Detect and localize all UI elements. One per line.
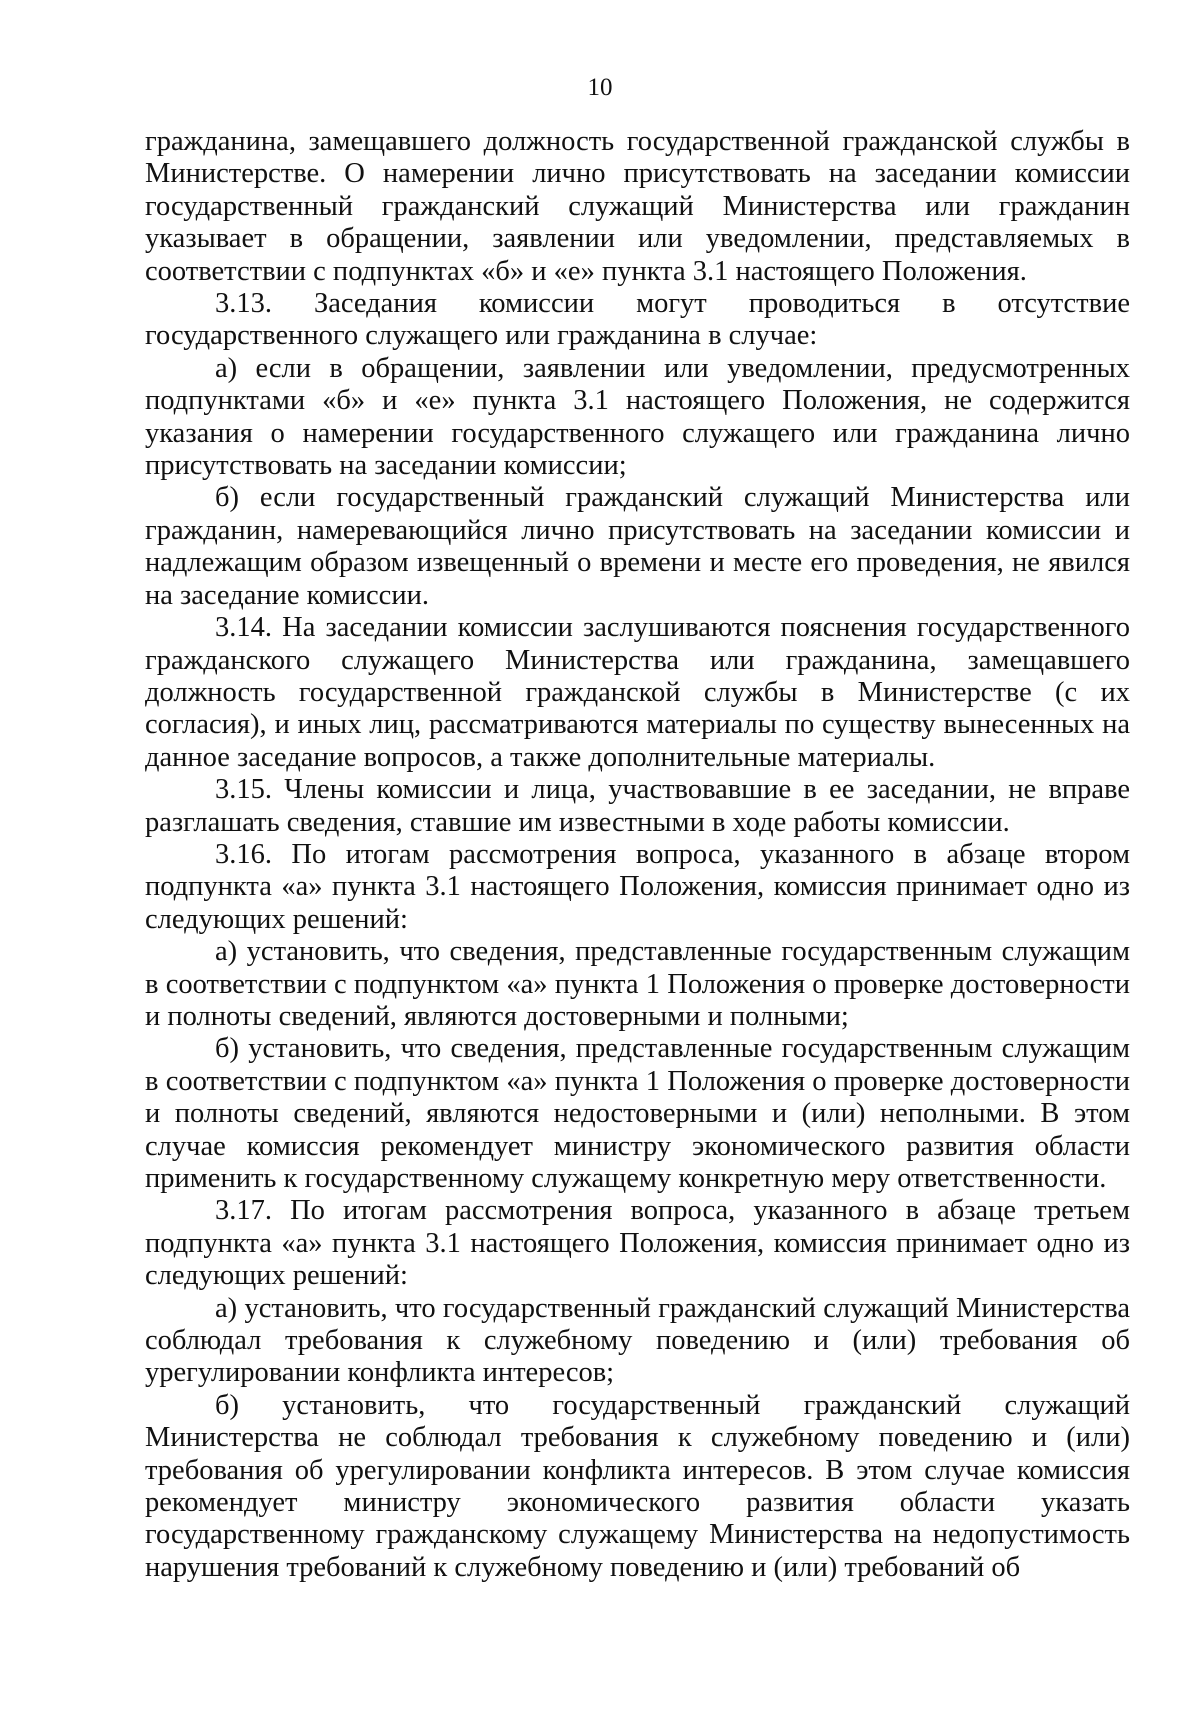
paragraph-3-13-b: б) если государственный гражданский служащий Министерства или гражданин, намеревающийся лично присутствовать на заседании комиссии и надлежащим образом извещенный о времени и месте его проведения, не явился на заседание комиссии. bbox=[145, 482, 1130, 611]
paragraph-3-15: 3.15. Члены комиссии и лица, участвовавшие в ее заседании, не вправе разглашать сведения, ставшие им известными в ходе работы комиссии. bbox=[145, 774, 1130, 838]
paragraph-3-17-a: а) установить, что государственный гражданский служащий Министерства соблюдал требования к служебному поведению и (или) требования об урегулировании конфликта интересов; bbox=[145, 1292, 1130, 1389]
paragraph-continuation: гражданина, замещавшего должность государственной гражданской службы в Министерстве. О намерении лично присутствовать на заседании комиссии государственный гражданский служащий Министерства или гражданин указывает в обращении, заявлении или уведомлении, представляемых в соответствии с подпунктах «б» и «е» пункта 3.1 настоящего Положения. bbox=[145, 126, 1130, 287]
paragraph-3-14: 3.14. На заседании комиссии заслушиваются пояснения государственного гражданского служащего Министерства или гражданина, замещавшего должность государственной гражданской службы в Министерстве (с их согласия), и иных лиц, рассматриваются материалы по существу вынесенных на данное заседание вопросов, а также дополнительные материалы. bbox=[145, 612, 1130, 773]
paragraph-3-17-b: б) установить, что государственный гражданский служащий Министерства не соблюдал требования к служебному поведению и (или) требования об урегулировании конфликта интересов. В этом случае комиссия рекомендует министру экономического развития области указать государственному гражданскому служащему Министерства на недопустимость нарушения требований к служебному поведению и (или) требований об bbox=[145, 1389, 1130, 1583]
paragraph-3-16-b: б) установить, что сведения, представленные государственным служащим в соответствии с подпунктом «а» пункта 1 Положения о проверке достоверности и полноты сведений, являются недостоверными и (или) неполными. В этом случае комиссия рекомендует министру экономического развития области применить к государственному служащему конкретную меру ответственности. bbox=[145, 1033, 1130, 1194]
paragraph-3-13-a: а) если в обращении, заявлении или уведомлении, предусмотренных подпунктами «б» и «е» пункта 3.1 настоящего Положения, не содержится указания о намерении государственного служащего или гражданина лично присутствовать на заседании комиссии; bbox=[145, 352, 1130, 482]
document-body bbox=[145, 126, 1130, 1584]
paragraph-3-16-a: а) установить, что сведения, представленные государственным служащим в соответствии с подпунктом «а» пункта 1 Положения о проверке достоверности и полноты сведений, являются достоверными и полными; bbox=[145, 936, 1130, 1032]
paragraph-3-17: 3.17. По итогам рассмотрения вопроса, указанного в абзаце третьем подпункта «а» пункта 3.1 настоящего Положения, комиссия принимает одно из следующих решений: bbox=[145, 1195, 1130, 1292]
paragraph-3-13: 3.13. Заседания комиссии могут проводиться в отсутствие государственного служащего или гражданина в случае: bbox=[145, 288, 1130, 352]
paragraph-3-16: 3.16. По итогам рассмотрения вопроса, указанного в абзаце втором подпункта «а» пункта 3.1 настоящего Положения, комиссия принимает одно из следующих решений: bbox=[145, 838, 1130, 935]
page-number: 10 bbox=[587, 74, 613, 101]
